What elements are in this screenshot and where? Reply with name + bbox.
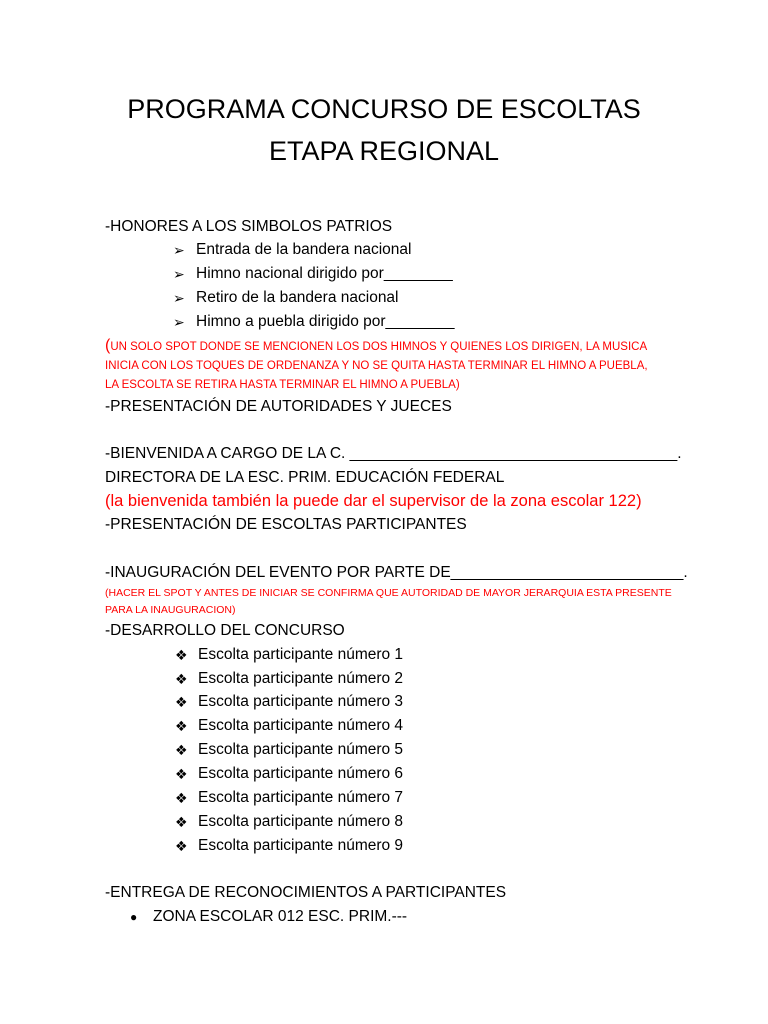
diamond-bullet-icon: ❖ <box>175 766 188 782</box>
inauguracion-note-line-1: (HACER EL SPOT Y ANTES DE INICIAR SE CONFIRMA QUE AUTORIDAD DE MAYOR JERARQUIA ESTA PRESENTE <box>105 587 672 599</box>
reconocimientos-item-text: ZONA ESCOLAR 012 ESC. PRIM.--- <box>153 908 408 925</box>
honores-note-line-1 <box>105 336 647 356</box>
diamond-bullet-icon: ❖ <box>175 742 188 758</box>
arrow-bullet-icon: ➢ <box>173 266 185 282</box>
honores-item-text: Himno a puebla dirigido por________ <box>196 313 455 330</box>
presentacion-autoridades: -PRESENTACIÓN DE AUTORIDADES Y JUECES <box>105 398 452 415</box>
desarrollo-heading: -DESARROLLO DEL CONCURSO <box>105 622 345 639</box>
diamond-bullet-icon: ❖ <box>175 718 188 734</box>
title-line-1: PROGRAMA CONCURSO DE ESCOLTAS <box>127 94 641 124</box>
escolta-item-text: Escolta participante número 4 <box>198 717 404 734</box>
honores-item-text: Entrada de la bandera nacional <box>196 241 412 258</box>
diamond-bullet-icon: ❖ <box>175 647 188 663</box>
honores-item-text: Retiro de la bandera nacional <box>196 289 399 306</box>
diamond-bullet-icon: ❖ <box>175 814 188 830</box>
escolta-item-text: Escolta participante número 3 <box>198 693 404 710</box>
reconocimientos-heading: -ENTREGA DE RECONOCIMIENTOS A PARTICIPANTES <box>105 884 507 901</box>
presentacion-escoltas: -PRESENTACIÓN DE ESCOLTAS PARTICIPANTES <box>105 516 467 533</box>
inauguracion-note-line-2: PARA LA INAUGURACION) <box>105 604 236 616</box>
bienvenida-line-1: -BIENVENIDA A CARGO DE LA C. ______________________________________. <box>105 445 682 462</box>
bienvenida-line-2: DIRECTORA DE LA ESC. PRIM. EDUCACIÓN FEDERAL <box>105 469 505 486</box>
escolta-item-text: Escolta participante número 5 <box>198 741 404 758</box>
arrow-bullet-icon: ➢ <box>173 242 185 258</box>
escolta-item-text: Escolta participante número 9 <box>198 837 404 854</box>
arrow-bullet-icon: ➢ <box>173 314 185 330</box>
honores-note-line-2: INICIA CON LOS TOQUES DE ORDENANZA Y NO SE QUITA HASTA TERMINAR EL HIMNO A PUEBLA, <box>105 360 648 372</box>
honores-item-text: Himno nacional dirigido por________ <box>196 265 453 282</box>
escolta-item-text: Escolta participante número 2 <box>198 670 404 687</box>
bienvenida-note: (la bienvenida también la puede dar el supervisor de la zona escolar 122) <box>105 492 642 510</box>
diamond-bullet-icon: ❖ <box>175 671 188 687</box>
honores-heading: -HONORES A LOS SIMBOLOS PATRIOS <box>105 218 393 235</box>
arrow-bullet-icon: ➢ <box>173 290 185 306</box>
title-line-2: ETAPA REGIONAL <box>268 136 500 166</box>
dot-bullet-icon: ● <box>130 910 138 924</box>
escolta-item-text: Escolta participante número 6 <box>198 765 404 782</box>
inauguracion-line: -INAUGURACIÓN DEL EVENTO POR PARTE DE___________________________. <box>105 564 688 581</box>
note-text: UN SOLO SPOT DONDE SE MENCIONEN LOS DOS HIMNOS Y QUIENES LOS DIRIGEN, LA MUSICA <box>110 341 648 353</box>
escolta-item-text: Escolta participante número 8 <box>198 813 404 830</box>
diamond-bullet-icon: ❖ <box>175 838 188 854</box>
diamond-bullet-icon: ❖ <box>175 694 188 710</box>
note-open-paren: ( <box>105 337 111 354</box>
escolta-item-text: Escolta participante número 7 <box>198 789 404 806</box>
diamond-bullet-icon: ❖ <box>175 790 188 806</box>
escolta-item-text: Escolta participante número 1 <box>198 646 404 663</box>
honores-note-line-3: LA ESCOLTA SE RETIRA HASTA TERMINAR EL HIMNO A PUEBLA) <box>105 379 460 391</box>
